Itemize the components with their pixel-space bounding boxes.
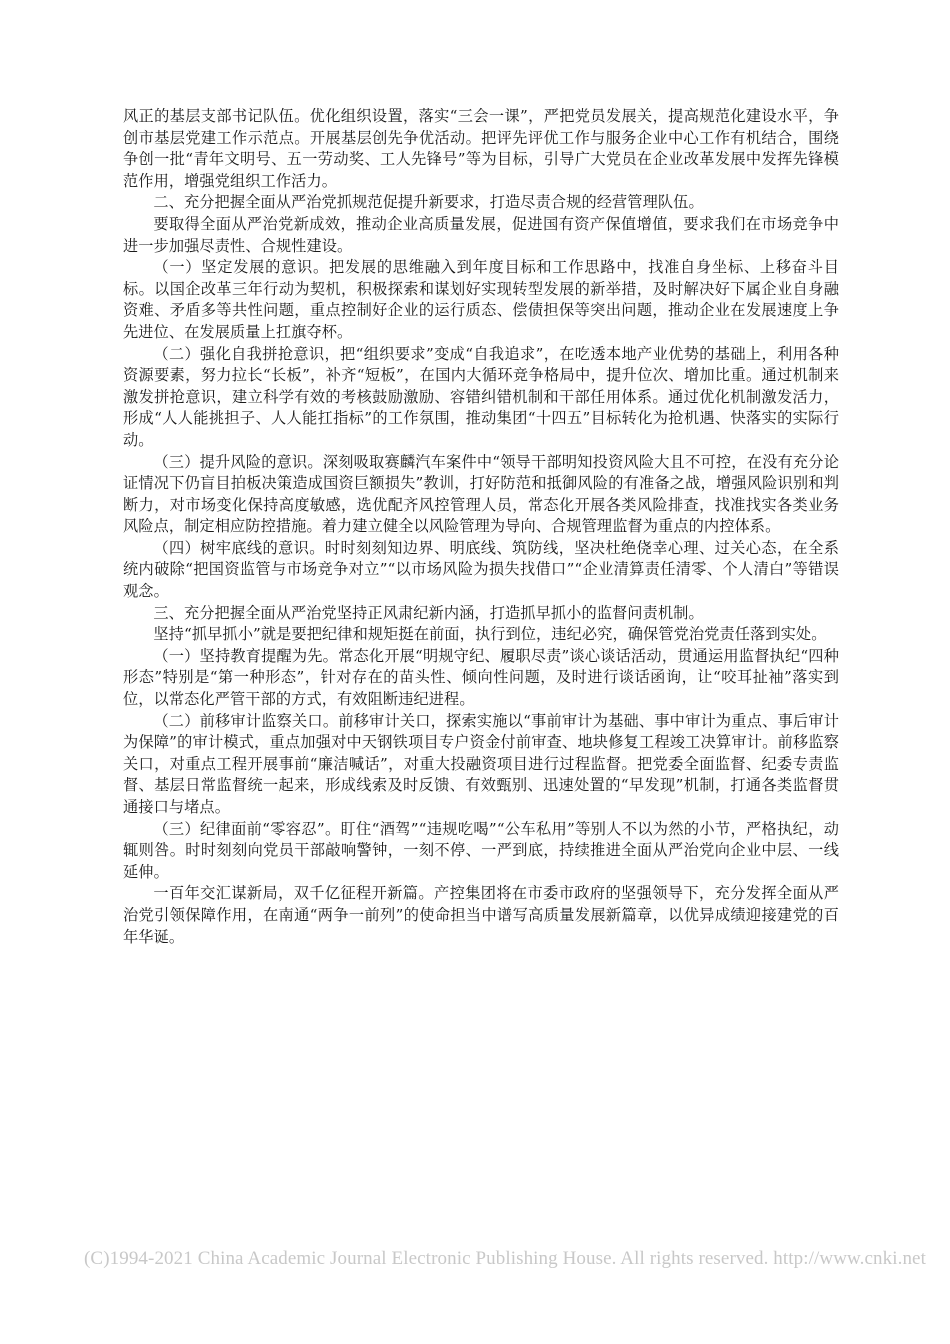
paragraph-zero-tolerance: （三）纪律面前“零容忍”。盯住“酒驾”“违规吃喝”“公车私用”等别人不以为然的小节，严格执纪，动辄则咎。时时刻刻向党员干部敲响警钟，一刻不停、一严到底，持续推进全面从严治党向企业中层、一线延伸。 (123, 819, 839, 881)
paragraph-section-two-intro: 要取得全面从严治党新成效，推动企业高质量发展，促进国有资产保值增值，要求我们在市场竞争中进一步加强尽责性、合规性建设。 (123, 214, 839, 255)
paragraph-self-competition: （二）强化自我拼抢意识，把“组织要求”变成“自我追求”，在吃透本地产业优势的基础上，利用各种资源要素，努力拉长“长板”，补齐“短板”，在国内大循环竞争格局中，提升位次、增加比重。通过机制来激发拼抢意识，建立科学有效的考核鼓励激励、容错纠错机制和干部任用体系。通过优化机制激发活力，形成“人人能挑担子、人人能扛指标”的工作氛围，推动集团“十四五”目标转化为抢机遇、快落实的实际行动。 (123, 344, 839, 449)
article-body (123, 106, 839, 948)
paragraph-risk-awareness: （三）提升风险的意识。深刻吸取赛麟汽车案件中“领导干部明知投资风险大且不可控，在没有充分论证情况下仍盲目拍板决策造成国资巨额损失”教训，打好防范和抵御风险的有准备之战，增强风险识别和判断力，对市场变化保持高度敏感，选优配齐风控管理人员，常态化开展各类风险排查，找准找实各类业务风险点，制定相应防控措施。着力建立健全以风险管理为导向、合规管理监督为重点的内控体系。 (123, 452, 839, 536)
paragraph-section-three-intro: 坚持“抓早抓小”就是要把纪律和规矩挺在前面，执行到位，违纪必究，确保管党治党责任落到实处。 (153, 625, 827, 644)
paragraph-party-branch-continuation: 风正的基层支部书记队伍。优化组织设置，落实“三会一课”，严把党员发展关，提高规范化建设水平，争创市基层党建工作示范点。开展基层创先争优活动。把评先评优工作与服务企业中心工作有机结合，围绕争创一批“青年文明号、五一劳动奖、工人先锋号”等为目标，引导广大党员在企业改革发展中发挥先锋模范作用，增强党组织工作活力。 (123, 107, 839, 190)
paragraph-bottom-line: （四）树牢底线的意识。时时刻刻知边界、明底线、筑防线，坚决杜绝侥幸心理、过关心态，在全系统内破除“把国资监管与市场竞争对立”“以市场风险为损失找借口”“企业清算责任清零、个人清白”等错误观念。 (123, 538, 839, 601)
paragraph-audit-supervision: （二）前移审计监察关口。前移审计关口，探索实施以“事前审计为基础、事中审计为重点、事后审计为保障”的审计模式，重点加强对中天钢铁项目专户资金付前审查、地块修复工程竣工决算审计。前移监察关口，对重点工程开展事前“廉洁喊话”，对重大投融资项目进行过程监督。把党委全面监督、纪委专责监督、基层日常监督统一起来，形成线索及时反馈、有效甄别、迅速处置的“早发现”机制，打通各类监督贯通接口与堵点。 (123, 711, 839, 816)
section-heading-three: 三、充分把握全面从严治党坚持正风肃纪新内涵，打造抓早抓小的监督问责机制。 (153, 603, 704, 622)
paragraph-education-reminder: （一）坚持教育提醒为先。常态化开展“明规守纪、履职尽责”谈心谈话活动，贯通运用监督执纪“四种形态”特别是“第一种形态”，针对存在的苗头性、倾向性问题，及时进行谈话函询，让“咬耳扯袖”落实到位，以常态化严管干部的方式，有效阻断违纪进程。 (123, 646, 839, 709)
copyright-footer: (C)1994-2021 China Academic Journal Electronic Publishing House. All rights reserved. http://www.cnki.net (84, 1248, 926, 1269)
paragraph-development-awareness: （一）坚定发展的意识。把发展的思维融入到年度目标和工作思路中，找准自身坐标、上移奋斗目标。以国企改革三年行动为契机，积极探索和谋划好实现转型发展的新举措，及时解决好下属企业自身融资难、矛盾多等共性问题，重点控制好企业的运行质态、偿债担保等突出问题，推动企业在发展速度上争先进位、在发展质量上扛旗夺杯。 (123, 258, 839, 341)
paragraph-conclusion: 一百年交汇谋新局，双千亿征程开新篇。产控集团将在市委市政府的坚强领导下，充分发挥全面从严治党引领保障作用，在南通“两争一前列”的使命担当中谱写高质量发展新篇章，以优异成绩迎接建党的百年华诞。 (123, 884, 839, 946)
section-heading-two: 二、充分把握全面从严治党抓规范促提升新要求，打造尽责合规的经营管理队伍。 (153, 193, 704, 212)
